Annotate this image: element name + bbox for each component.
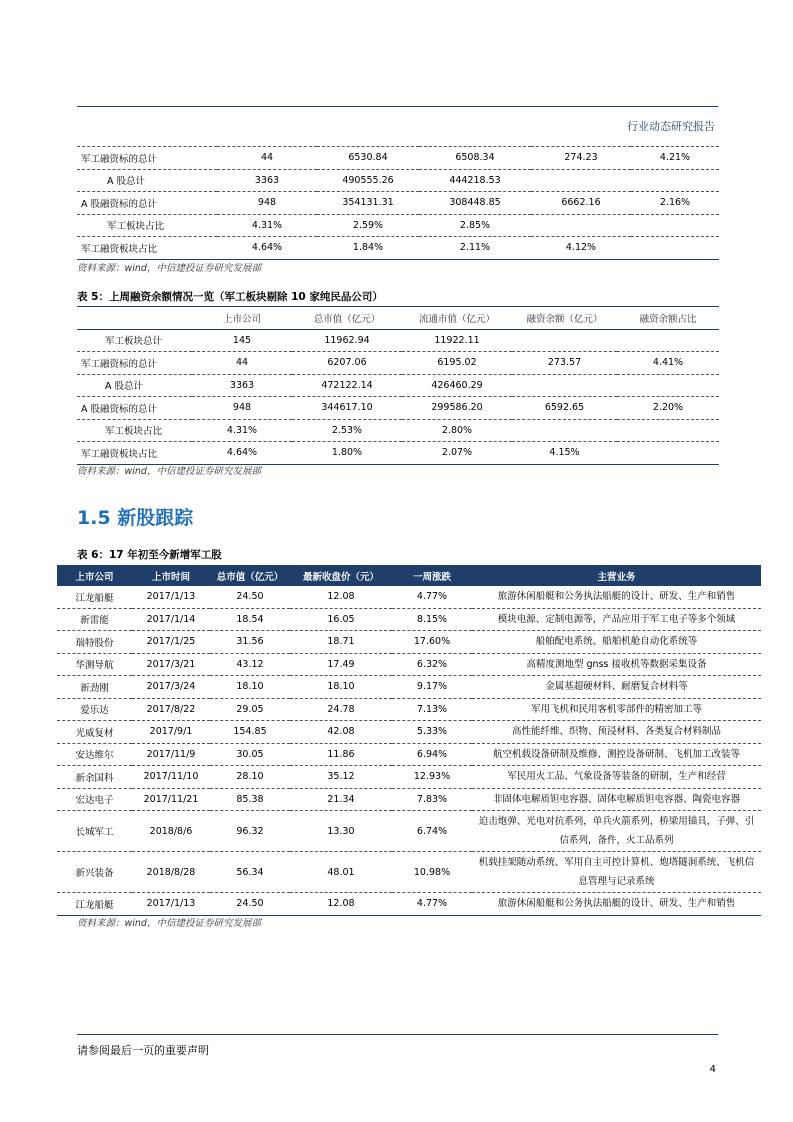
company-name: 长城军工 <box>57 811 132 852</box>
table-cell: 2017/11/9 <box>132 743 210 766</box>
table-row <box>77 169 719 192</box>
company-name: 光威复材 <box>57 721 132 744</box>
table-row <box>57 766 761 789</box>
table-row <box>77 352 719 375</box>
table-cell <box>617 419 719 442</box>
table-cell <box>617 329 719 352</box>
table-cell: 5.33% <box>392 721 472 744</box>
table-cell <box>512 329 617 352</box>
page-number: 4 <box>709 1064 716 1075</box>
table-cell: 11.86 <box>290 743 392 766</box>
table-cell <box>631 214 719 237</box>
table-cell: 12.08 <box>290 893 392 916</box>
table-cell: 56.34 <box>210 852 290 893</box>
table-cell: 6207.06 <box>292 352 402 375</box>
table-row <box>57 586 761 608</box>
company-name: 安达维尔 <box>57 743 132 766</box>
table-cell: 154.85 <box>210 721 290 744</box>
table-cell: 2017/11/10 <box>132 766 210 789</box>
table-cell: 145 <box>232 334 252 346</box>
business-desc: 旅游休闲船艇和公务执法船艇的设计、研发、生产和销售 <box>472 893 761 916</box>
table6-caption: 表 6：17 年初至今新增军工股 <box>77 549 222 561</box>
table-cell: 6.94% <box>392 743 472 766</box>
table5-header-row <box>77 307 719 330</box>
column-header: 上市时间 <box>132 565 210 586</box>
table-row <box>77 237 719 260</box>
business-desc: 军民用火工品、气象设备等装备的研制，生产和经营 <box>472 766 761 789</box>
table-cell: 4.12% <box>531 237 631 260</box>
company-name: 瑞特股份 <box>57 631 132 654</box>
table-cell: 44 <box>217 147 317 170</box>
table-row <box>77 214 719 237</box>
business-desc: 模块电源、定制电源等，产品应用于军工电子等多个领域 <box>472 608 761 631</box>
company-name: 宏达电子 <box>57 788 132 811</box>
table-row <box>57 631 761 654</box>
business-desc: 军用飞机和民用客机零部件的精密加工等 <box>472 698 761 721</box>
table-cell <box>531 214 631 237</box>
row-label: 军工融资板块占比 <box>77 442 192 465</box>
business-desc: 船舶配电系统、船舶机舱自动化系统等 <box>472 631 761 654</box>
table-cell: 490555.26 <box>317 169 419 192</box>
table-cell: 8.15% <box>392 608 472 631</box>
company-name: 新余国科 <box>57 766 132 789</box>
table-cell <box>617 374 719 397</box>
table-cell: 2017/1/14 <box>132 608 210 631</box>
table-cell <box>512 419 617 442</box>
table-cell: 4.15% <box>512 442 617 465</box>
table-cell: 6530.84 <box>317 147 419 170</box>
table4-source: 资料来源：wind，中信建投证券研究发展部 <box>77 263 261 274</box>
table-row <box>77 147 719 170</box>
column-header: 上市公司 <box>192 307 292 330</box>
table-cell: 1.80% <box>292 442 402 465</box>
column-header: 主营业务 <box>472 565 761 586</box>
column-header: 最新收盘价（元） <box>290 565 392 586</box>
report-type: 行业动态研究报告 <box>627 120 715 133</box>
company-name: 江龙船艇 <box>57 893 132 916</box>
table-cell: 6592.65 <box>512 397 617 420</box>
table-cell: 42.08 <box>290 721 392 744</box>
footer-disclaimer: 请参阅最后一页的重要声明 <box>77 1044 209 1057</box>
table5 <box>77 306 719 465</box>
table-cell: 29.05 <box>210 698 290 721</box>
company-name: 新雷能 <box>57 608 132 631</box>
table-cell: 426460.29 <box>402 374 512 397</box>
business-desc: 航空机载设备研制及维修、测控设备研制、飞机加工改装等 <box>472 743 761 766</box>
table-cell <box>631 237 719 260</box>
table-row <box>57 788 761 811</box>
company-name: 爱乐达 <box>57 698 132 721</box>
table5-source: 资料来源：wind，中信建投证券研究发展部 <box>77 466 261 477</box>
table-cell: 2017/1/25 <box>132 631 210 654</box>
company-name: 华测导航 <box>57 653 132 676</box>
table-cell: 3363 <box>192 374 292 397</box>
table-cell: 948 <box>192 397 292 420</box>
table-cell: 48.01 <box>290 852 392 893</box>
table-cell: 4.41% <box>617 352 719 375</box>
table-cell: 30.05 <box>210 743 290 766</box>
table-cell: 4.31% <box>217 214 317 237</box>
table-cell: 2.85% <box>419 214 531 237</box>
table-cell: 18.10 <box>290 676 392 699</box>
table-cell: 85.38 <box>210 788 290 811</box>
table-cell: 274.23 <box>531 147 631 170</box>
row-label: 军工融资标的总计 <box>77 147 217 170</box>
column-header <box>77 307 192 330</box>
table-cell: 12.93% <box>392 766 472 789</box>
table-row <box>57 608 761 631</box>
table-cell: 2017/3/24 <box>132 676 210 699</box>
table-cell: 2017/3/21 <box>132 653 210 676</box>
column-header: 上市公司 <box>57 565 132 586</box>
table-cell: 4.31% <box>192 419 292 442</box>
table-cell: 17.49 <box>290 653 392 676</box>
table-cell: 273.57 <box>512 352 617 375</box>
row-label: 军工融资板块占比 <box>77 237 217 260</box>
company-name: 新兴装备 <box>57 852 132 893</box>
business-desc: 非固体电解质钽电容器、固体电解质钽电容器、陶瓷电容器 <box>472 788 761 811</box>
table-row <box>57 676 761 699</box>
business-desc: 高精度测地型 gnss 接收机等数据采集设备 <box>472 653 761 676</box>
table5-caption: 表 5：上周融资余额情况一览（军工板块剔除 10 家纯民品公司） <box>77 291 383 303</box>
table-cell: 96.32 <box>210 811 290 852</box>
row-label: A 股融资标的总计 <box>77 397 192 420</box>
table-cell: 4.21% <box>631 147 719 170</box>
table-cell: 6.32% <box>392 653 472 676</box>
table-cell: 11962.94 <box>324 334 370 346</box>
table-cell: 2.16% <box>631 192 719 215</box>
table-row <box>77 397 719 420</box>
table-cell: 3363 <box>217 169 317 192</box>
table-cell <box>512 374 617 397</box>
table-row <box>77 419 719 442</box>
table-cell <box>631 169 719 192</box>
table-cell: 308448.85 <box>419 192 531 215</box>
column-header: 总市值（亿元） <box>210 565 290 586</box>
section-title: 1.5 新股跟踪 <box>77 507 194 529</box>
table-cell: 7.83% <box>392 788 472 811</box>
table-cell: 4.77% <box>392 893 472 916</box>
row-label: 军工融资标的总计 <box>77 352 192 375</box>
table-cell: 24.50 <box>210 893 290 916</box>
business-desc: 旅游休闲船艇和公务执法船艇的设计、研发、生产和销售 <box>472 586 761 608</box>
table-cell <box>531 169 631 192</box>
table-cell: 16.05 <box>290 608 392 631</box>
business-desc: 迫击炮弹、光电对抗系列，单兵火箭系列，桥梁用锚具，子弹、引信系列，备件，火工品系列 <box>472 811 761 852</box>
table-cell: 948 <box>217 192 317 215</box>
table-row <box>77 329 719 352</box>
table-row <box>57 893 761 916</box>
table-cell: 2018/8/28 <box>132 852 210 893</box>
table-cell: 7.13% <box>392 698 472 721</box>
table-cell: 2.11% <box>419 237 531 260</box>
table-cell: 354131.31 <box>317 192 419 215</box>
table-row <box>57 721 761 744</box>
table-cell: 24.78 <box>290 698 392 721</box>
column-header: 一周涨跌 <box>392 565 472 586</box>
table-cell: 4.64% <box>192 442 292 465</box>
table-cell: 18.54 <box>210 608 290 631</box>
company-name: 新劲刚 <box>57 676 132 699</box>
business-desc: 机载挂架随动系统、军用自主可控计算机、炮塔隧洞系统、飞机信息管理与记录系统 <box>472 852 761 893</box>
business-desc: 高性能纤维、织物、预浸材料、各类复合材料制品 <box>472 721 761 744</box>
table-cell: 18.10 <box>210 676 290 699</box>
table-cell: 2017/8/22 <box>132 698 210 721</box>
row-label: 军工板块总计 <box>105 336 163 348</box>
table-cell: 2.07% <box>402 442 512 465</box>
table-row <box>77 442 719 465</box>
table-cell: 12.08 <box>290 586 392 608</box>
table-cell: 43.12 <box>210 653 290 676</box>
table-cell: 24.50 <box>210 586 290 608</box>
table-cell: 4.64% <box>217 237 317 260</box>
table-cell: 472122.14 <box>292 374 402 397</box>
table-row <box>77 192 719 215</box>
row-label: A 股融资标的总计 <box>77 192 217 215</box>
column-header: 流通市值（亿元） <box>402 307 512 330</box>
table-cell: 31.56 <box>210 631 290 654</box>
row-label: A 股总计 <box>77 169 217 192</box>
table-cell: 2017/1/13 <box>132 586 210 608</box>
table-cell: 2.80% <box>402 419 512 442</box>
header-rule <box>77 106 718 107</box>
table-row <box>57 811 761 852</box>
table6-source: 资料来源：wind，中信建投证券研究发展部 <box>77 918 261 929</box>
table-cell: 21.34 <box>290 788 392 811</box>
row-label: A 股总计 <box>77 374 192 397</box>
table-cell: 17.60% <box>392 631 472 654</box>
table-cell <box>617 442 719 465</box>
table-cell: 2017/1/13 <box>132 893 210 916</box>
column-header: 融资余额占比 <box>617 307 719 330</box>
table-cell: 35.12 <box>290 766 392 789</box>
table-cell: 2.53% <box>292 419 402 442</box>
table-cell: 6.74% <box>392 811 472 852</box>
table-cell: 2.20% <box>617 397 719 420</box>
table-cell: 2018/8/6 <box>132 811 210 852</box>
table4 <box>77 146 719 260</box>
business-desc: 金属基超硬材料、耐磨复合材料等 <box>472 676 761 699</box>
table-cell: 299586.20 <box>402 397 512 420</box>
table-cell: 344617.10 <box>292 397 402 420</box>
table-cell: 6662.16 <box>531 192 631 215</box>
table-row <box>57 852 761 893</box>
column-header: 融资余额（亿元） <box>512 307 617 330</box>
table-cell: 2017/11/21 <box>132 788 210 811</box>
table-cell: 2017/9/1 <box>132 721 210 744</box>
table-cell: 9.17% <box>392 676 472 699</box>
table-cell: 4.77% <box>392 586 472 608</box>
table-cell: 1.84% <box>317 237 419 260</box>
table-row <box>77 374 719 397</box>
table-row <box>57 743 761 766</box>
column-header: 总市值（亿元） <box>292 307 402 330</box>
table-cell: 6195.02 <box>402 352 512 375</box>
table-cell: 11922.11 <box>434 334 480 346</box>
table-cell: 444218.53 <box>419 169 531 192</box>
table6-header-row <box>57 565 761 586</box>
table-cell: 18.71 <box>290 631 392 654</box>
company-name: 江龙船艇 <box>57 586 132 608</box>
table-cell: 10.98% <box>392 852 472 893</box>
table-cell: 28.10 <box>210 766 290 789</box>
footer-rule <box>77 1034 718 1035</box>
table-cell: 44 <box>192 352 292 375</box>
row-label: 军工板块占比 <box>77 214 217 237</box>
table-cell: 2.59% <box>317 214 419 237</box>
table-row <box>57 698 761 721</box>
table6 <box>57 565 761 916</box>
table-row <box>57 653 761 676</box>
table-cell: 6508.34 <box>419 147 531 170</box>
table-cell: 13.30 <box>290 811 392 852</box>
row-label: 军工板块占比 <box>77 419 192 442</box>
